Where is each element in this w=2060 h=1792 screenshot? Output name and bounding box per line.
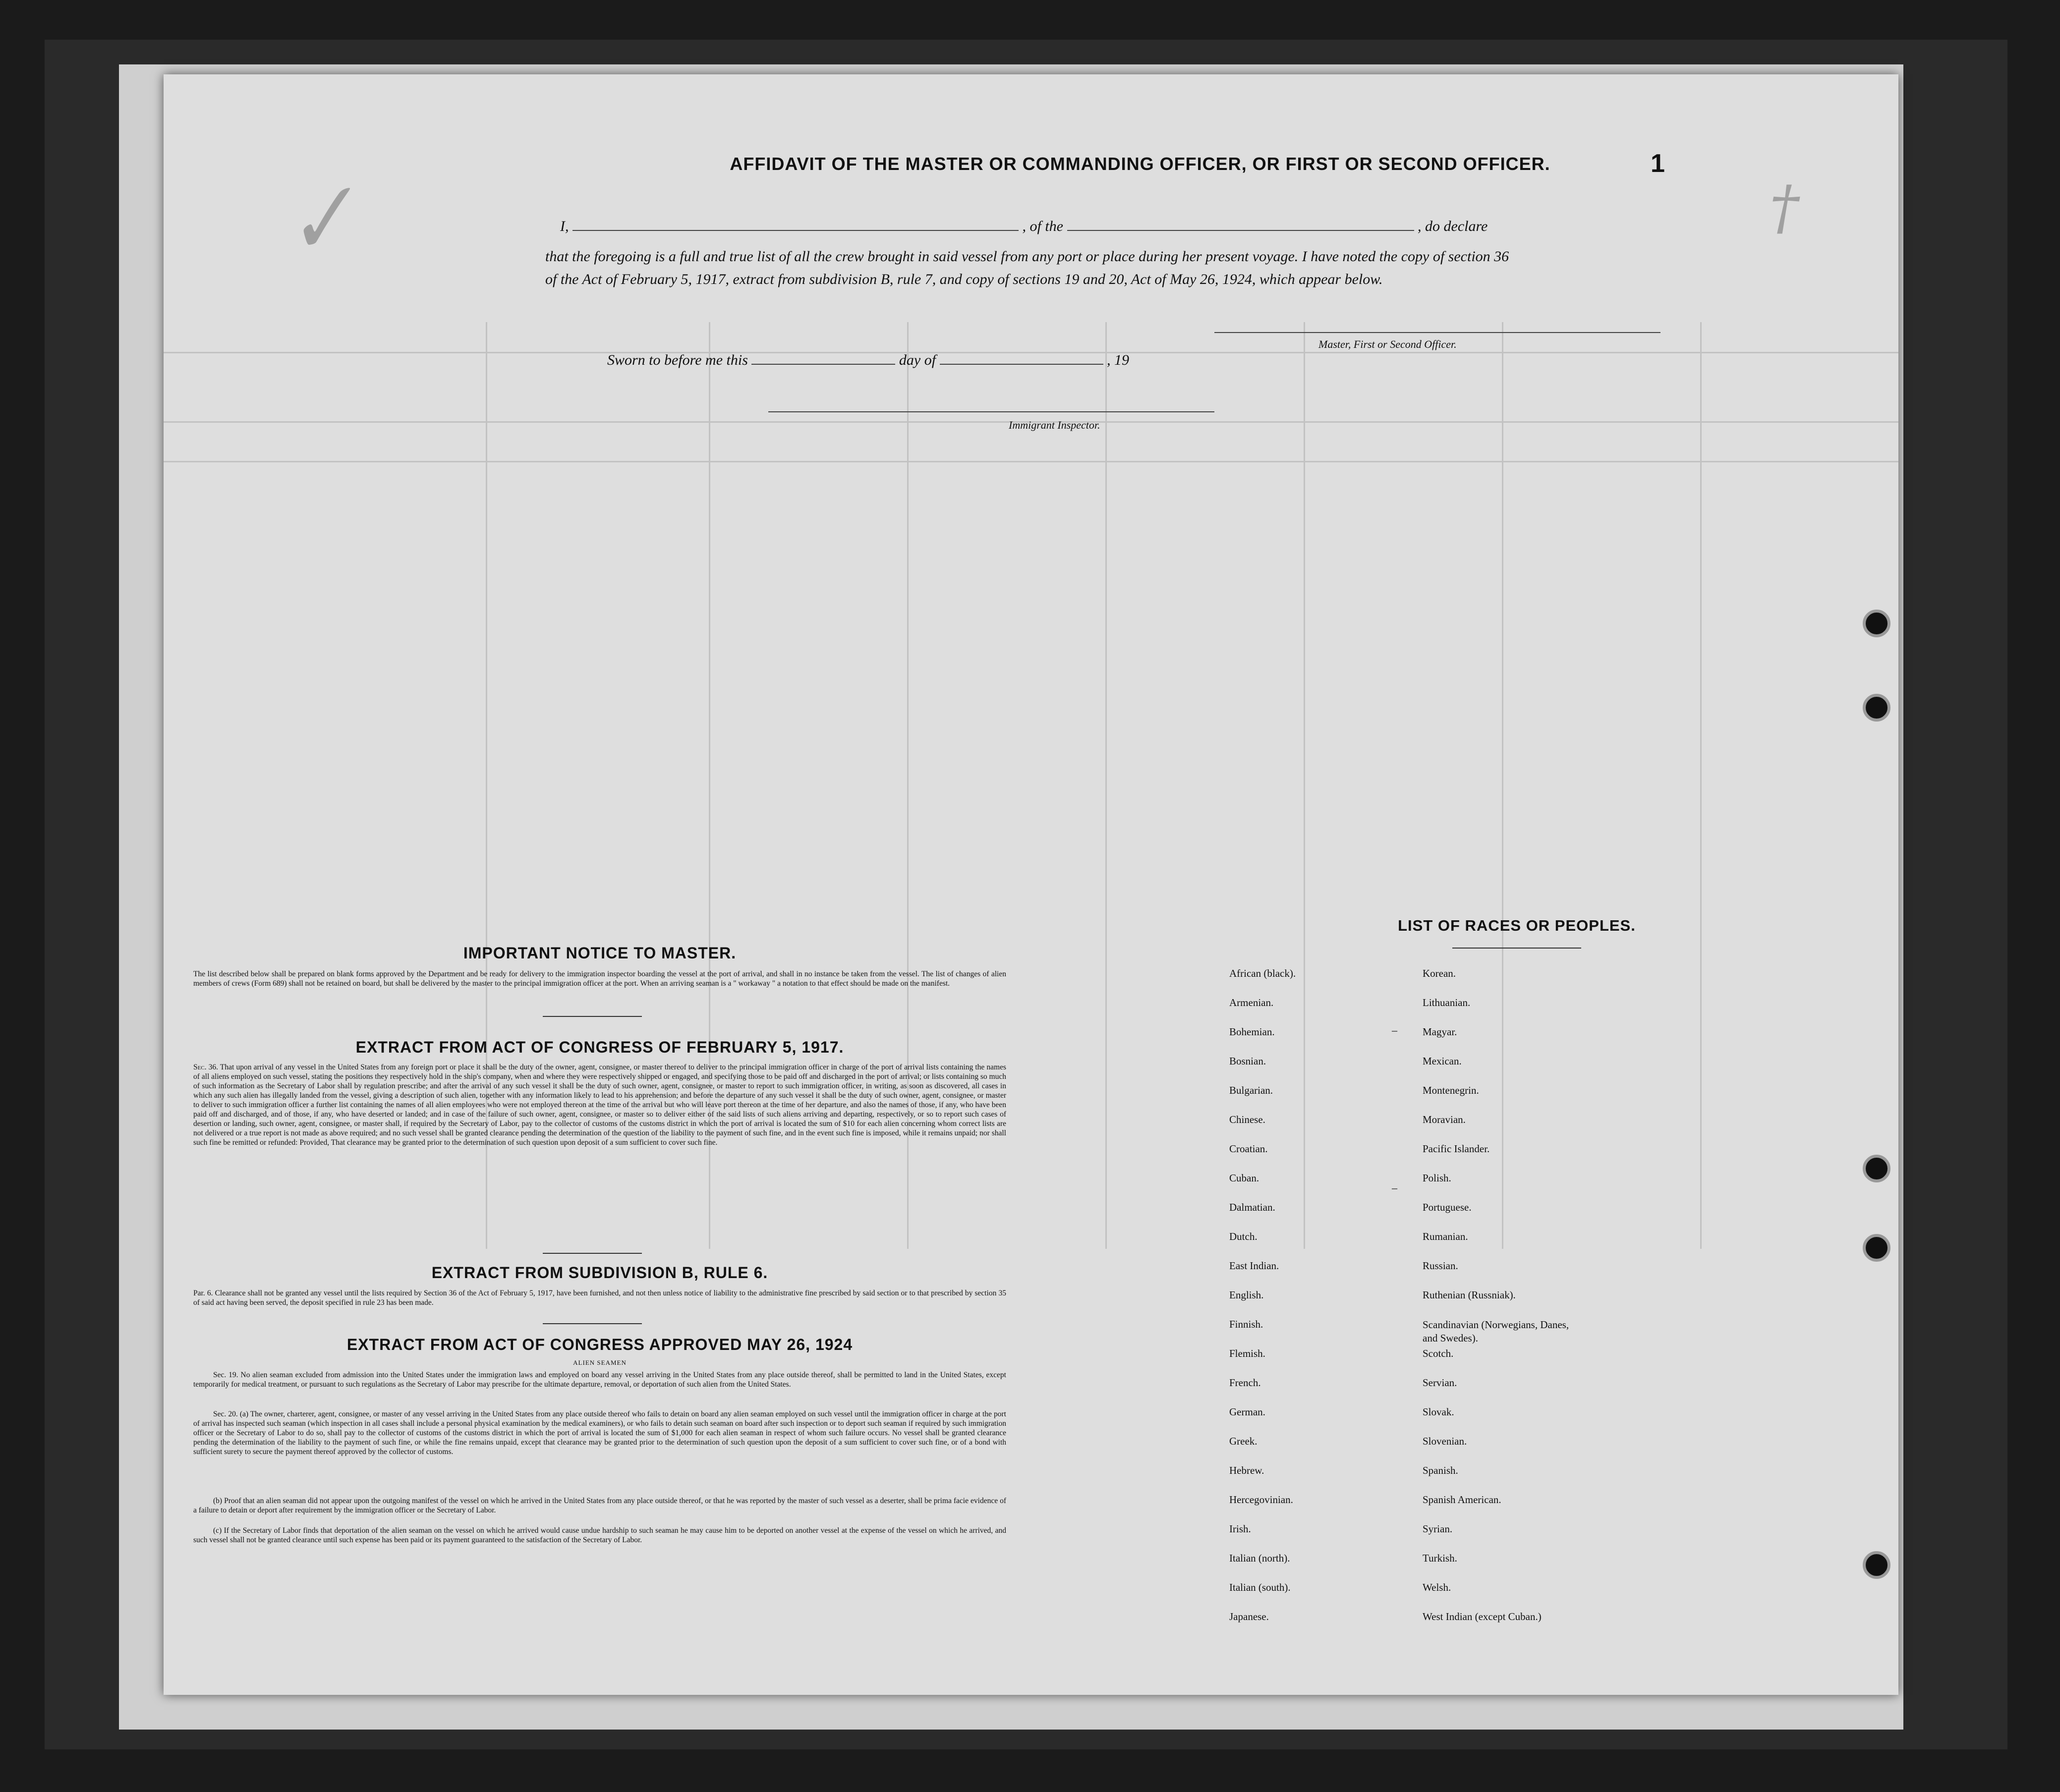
manifest-sheet bbox=[164, 74, 1898, 1695]
race-item: Korean. bbox=[1423, 967, 1456, 979]
race-item: Polish. bbox=[1423, 1172, 1451, 1184]
race-item: Slovak. bbox=[1423, 1406, 1454, 1418]
notice-body: The list described below shall be prepared on blank forms approved by the Department and be ready for delivery to the immigration inspector boarding the vessel at the port of arrival, and shall in no instance be taken from the vessel. The list of changes of alien members of crews (Form 689) shall not be retained on board, but shall be delivered by the master to the principal immigration officer at the port. When an arriving seaman is a " workaway " a notation to that effect should be made on the manifest. bbox=[193, 970, 1006, 988]
signature-field[interactable] bbox=[1214, 322, 1660, 333]
race-item: Irish. bbox=[1229, 1523, 1251, 1535]
divider bbox=[543, 1253, 642, 1254]
race-item: Russian. bbox=[1423, 1260, 1458, 1272]
declaration-text: that the foregoing is a full and true list of all the crew brought in said vessel from any port or place during her present voyage. I have noted the copy of section 36 of the Act of February 5, 1917, extract from subdivision B, rule 7, and copy of sections 19 and 20, Act of May 26, 1924, which appear below. bbox=[545, 248, 1509, 287]
punch-hole bbox=[1863, 610, 1890, 637]
races-title: LIST OF RACES OR PEOPLES. bbox=[1398, 917, 1636, 934]
dash-mark: – bbox=[1392, 1181, 1397, 1194]
race-item: Cuban. bbox=[1229, 1172, 1259, 1184]
race-item: Moravian. bbox=[1423, 1114, 1466, 1125]
race-item: African (black). bbox=[1229, 967, 1296, 979]
extract-1917-text: That upon arrival of any vessel in the United States from any foreign port or place it shall be the duty of the owner, agent, consignee, or master thereof to deliver to the principal immigration officer in charge of the port of arrival lists containing the names of all aliens employed on such vessel, stating the positions they respectively hold in the ship's company, when and where they were respectively shipped or engaged, and specifying those to be paid off and discharged in the port of arrival; or lists containing so much of such information as the Secretary of Labor shall by regulation prescribe; and after the arrival of any such vessel it shall be the duty of such owner, agent, consignee, or master to report to such immigration officer, in writing, as soon as discovered, all cases in which any such alien has illegally landed from the vessel, giving a description of such alien, together with any information likely to lead to his apprehension; and before the departure of any such vessel it shall be the duty of such owner, agent, consignee, or master to deliver to such immigration officer a further list containing the names of all alien employees who were not employed thereon at the time of the arrival but who will leave port thereon at the time of her departure, and also the names of those, if any, who have been paid off and discharged, and of those, if any, who have deserted or landed; and in case of the failure of such owner, agent, consignee, or master so to deliver either of the said lists of such aliens arriving and departing, respectively, or so to report such cases of desertion or landing, such owner, agent, consignee, or master shall, if required by the Secretary of Labor, pay to the collector of customs of the customs district in which the port of arrival is located the sum of $10 for each alien concerning whom correct lists are not delivered or a true report is not made as above required; and no such vessel shall be granted clearance pending the determination of the question of the liability to the payment of such fine, and in the event such fine is imposed, while it remains unpaid; nor shall such fine be remitted or refunded: Provided, That clearance may be granted prior to the determination of such question upon deposit of a sum sufficient to cover such fine. bbox=[193, 1063, 1006, 1147]
declaration-of-the: , of the bbox=[1022, 218, 1063, 234]
sworn-month-field[interactable] bbox=[940, 364, 1103, 365]
declaration-i: I, bbox=[560, 218, 569, 234]
race-item: Rumanian. bbox=[1423, 1231, 1468, 1242]
race-item: Finnish. bbox=[1229, 1318, 1263, 1330]
race-item: Chinese. bbox=[1229, 1114, 1265, 1125]
race-item: Bohemian. bbox=[1229, 1026, 1275, 1038]
race-item: Syrian. bbox=[1423, 1523, 1453, 1535]
race-item: Mexican. bbox=[1423, 1055, 1462, 1067]
race-item: Dutch. bbox=[1229, 1231, 1258, 1242]
page-number: 1 bbox=[1651, 149, 1665, 178]
race-item: Dalmatian. bbox=[1229, 1201, 1275, 1213]
race-item: Scandinavian (Norwegians, Danes, and Swedes). bbox=[1423, 1319, 1569, 1344]
race-item: Pacific Islander. bbox=[1423, 1143, 1490, 1155]
divider bbox=[543, 1016, 642, 1017]
punch-hole bbox=[1863, 1234, 1890, 1262]
extract-1917-sec-label: Sec. 36. bbox=[193, 1063, 219, 1071]
race-item: Greek. bbox=[1229, 1435, 1258, 1447]
extract-rule6-title: EXTRACT FROM SUBDIVISION B, RULE 6. bbox=[431, 1264, 768, 1282]
race-item: Montenegrin. bbox=[1423, 1084, 1479, 1096]
race-item: Hercegovinian. bbox=[1229, 1494, 1293, 1506]
divider bbox=[1452, 948, 1581, 949]
sworn-line bbox=[607, 352, 1129, 369]
race-item: French. bbox=[1229, 1377, 1261, 1389]
race-item: English. bbox=[1229, 1289, 1264, 1301]
sworn-day-of: day of bbox=[899, 352, 936, 368]
race-item: Lithuanian. bbox=[1423, 997, 1471, 1008]
race-item: Slovenian. bbox=[1423, 1435, 1467, 1447]
race-item: East Indian. bbox=[1229, 1260, 1279, 1272]
race-item: Servian. bbox=[1423, 1377, 1457, 1389]
extract-1924-title: EXTRACT FROM ACT OF CONGRESS APPROVED MAY 26, 1924 bbox=[346, 1336, 853, 1353]
race-item: Bosnian. bbox=[1229, 1055, 1266, 1067]
race-item: West Indian (except Cuban.) bbox=[1423, 1611, 1542, 1623]
race-item: Bulgarian. bbox=[1229, 1084, 1273, 1096]
extract-rule6-body: Par. 6. Clearance shall not be granted any vessel until the lists required by Section 36 of the Act of February 5, 1917, have been furnished, and not then unless notice of liability to the administrative fine prescribed by said section or to that prescribed by section 35 of said act having been served, the deposit specified in rule 23 has been made. bbox=[193, 1289, 1006, 1307]
pencil-mark: ✓ bbox=[272, 162, 367, 279]
race-item: Portuguese. bbox=[1423, 1201, 1472, 1213]
extract-1924-sec20c: (c) If the Secretary of Labor finds that deportation of the alien seaman on the vessel on which he arrived would cause undue hardship to such seaman he may cause him to be deported on another vessel at the expense of the vessel on which he arrived, and such vessel shall not be granted clearance until such expense has been paid or its payment guaranteed to the satisfaction of the Secretary of Labor. bbox=[193, 1526, 1006, 1544]
race-item: Armenian. bbox=[1229, 997, 1274, 1008]
sworn-text: Sworn to before me this bbox=[607, 352, 748, 368]
sworn-day-field[interactable] bbox=[751, 364, 895, 365]
extract-1924-sec20b: (b) Proof that an alien seaman did not appear upon the outgoing manifest of the vessel on which he arrived in the United States from any place outside thereof, or that he was reported by the master of such vessel as a deserter, shall be prima facie evidence of a failure to detain or deport after requirement by the immigration officer or the Secretary of Labor. bbox=[193, 1497, 1006, 1514]
divider bbox=[543, 1323, 642, 1324]
race-item: Flemish. bbox=[1229, 1347, 1265, 1359]
punch-hole bbox=[1863, 1551, 1890, 1579]
declaration-line bbox=[560, 218, 1488, 235]
race-item: Ruthenian (Russniak). bbox=[1423, 1289, 1516, 1301]
declaration-end: , do declare bbox=[1418, 218, 1488, 234]
sworn-year: , 19 bbox=[1107, 352, 1130, 368]
signature-label: Master, First or Second Officer. bbox=[1318, 338, 1457, 350]
race-item: Magyar. bbox=[1423, 1026, 1457, 1038]
notice-title: IMPORTANT NOTICE TO MASTER. bbox=[463, 944, 737, 962]
inspector-signature-field[interactable] bbox=[768, 401, 1214, 412]
race-item: German. bbox=[1229, 1406, 1265, 1418]
extract-1924-sec19: Sec. 19. No alien seaman excluded from admission into the United States under the immigration laws and employed on board any vessel arriving in the United States from any place outside thereof, shall be permitted to land in the United States, except temporarily for medical treatment, or pursuant to such regulations as the Secretary of Labor may prescribe for the ultimate departure, removal, or deportation of such alien from the United States. bbox=[193, 1371, 1006, 1389]
race-item: Croatian. bbox=[1229, 1143, 1268, 1155]
pencil-mark: † bbox=[1770, 173, 1799, 242]
race-item: Hebrew. bbox=[1229, 1464, 1264, 1476]
officer-name-field[interactable] bbox=[572, 230, 1019, 231]
race-item: Welsh. bbox=[1423, 1581, 1451, 1593]
race-item: Spanish. bbox=[1423, 1464, 1458, 1476]
race-item: Italian (north). bbox=[1229, 1552, 1290, 1564]
race-item: Japanese. bbox=[1229, 1611, 1269, 1623]
extract-1924-subtitle: ALIEN SEAMEN bbox=[573, 1359, 627, 1366]
extract-1924-sec20a: Sec. 20. (a) The owner, charterer, agent, consignee, or master of any vessel arriving in the United States from any place outside thereof who fails to detain on board any alien seaman employed on such vessel until the immigration officer in charge at the port of arrival has inspected such seaman (which inspection in all cases shall include a personal physical examination by the medical examiners), or who fails to detain such seaman on board after such inspection or to deport such seaman if required by such immigration officer or the Secretary of Labor to do so, shall pay to the collector of customs of the customs district in which the port of arrival is located the sum of $1,000 for each alien seaman in respect of whom such failure occurs. No vessel shall be granted clearance pending the determination of the liability to the payment of such fine, or while the fine remains unpaid, except that clearance may be granted prior to the determination of such question upon the deposit of a sum sufficient to cover such fine, or of a bond with sufficient surety to secure the payment thereof approved by the collector of customs. bbox=[193, 1410, 1006, 1456]
race-item: Turkish. bbox=[1423, 1552, 1457, 1564]
race-item: Scotch. bbox=[1423, 1347, 1454, 1359]
extract-1917-body bbox=[193, 1063, 1006, 1147]
affidavit-title: AFFIDAVIT OF THE MASTER OR COMMANDING OFFICER, OR FIRST OR SECOND OFFICER. bbox=[730, 154, 1550, 174]
extract-1917-title: EXTRACT FROM ACT OF CONGRESS OF FEBRUARY 5, 1917. bbox=[355, 1038, 844, 1056]
inspector-label: Immigrant Inspector. bbox=[1009, 419, 1100, 431]
race-item: Italian (south). bbox=[1229, 1581, 1291, 1593]
punch-hole bbox=[1863, 694, 1890, 722]
dash-mark: – bbox=[1392, 1024, 1397, 1036]
race-item: Spanish American. bbox=[1423, 1494, 1501, 1506]
punch-hole bbox=[1863, 1155, 1890, 1182]
vessel-name-field[interactable] bbox=[1067, 230, 1414, 231]
